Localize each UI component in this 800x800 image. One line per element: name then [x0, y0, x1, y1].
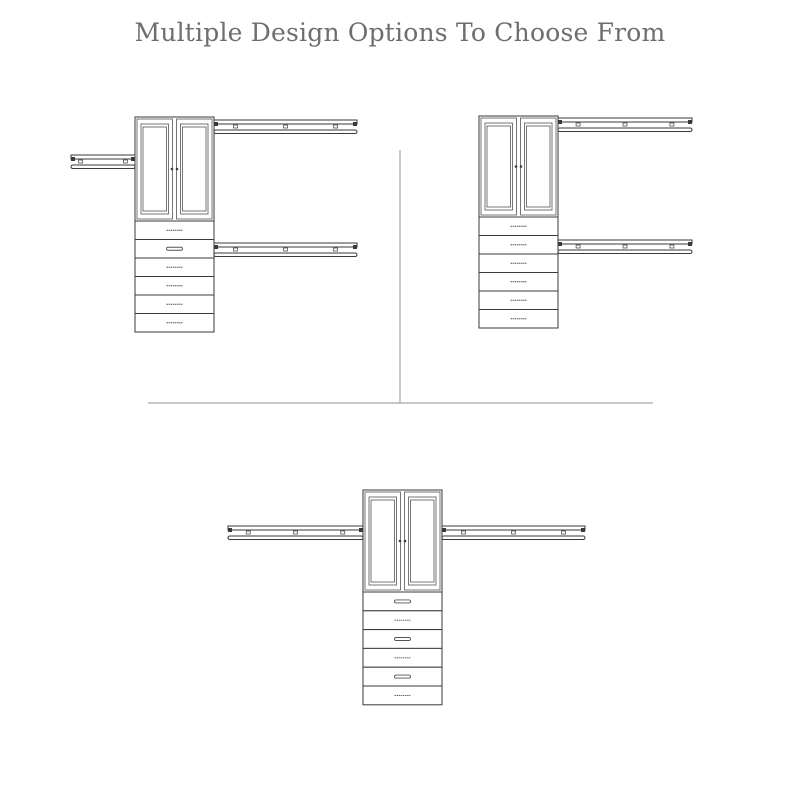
drawer: [479, 291, 558, 310]
knob-icon: [176, 168, 179, 171]
shelf-rod: [214, 243, 357, 257]
bracket-icon: [359, 528, 363, 532]
bracket-icon: [558, 120, 562, 124]
drawer: [135, 240, 214, 259]
shelf-rod: [558, 240, 692, 254]
bracket-icon: [71, 157, 75, 161]
bracket-icon: [131, 157, 135, 161]
shelf-rod: [71, 155, 135, 169]
shelf-rod: [442, 526, 585, 540]
drawer: [479, 254, 558, 273]
bracket-icon: [581, 528, 585, 532]
shelf-rod: [558, 118, 692, 132]
bracket-icon: [688, 242, 692, 246]
drawer: [135, 277, 214, 296]
knob-icon: [515, 165, 518, 168]
drawer: [479, 310, 558, 329]
bracket-icon: [558, 242, 562, 246]
drawer: [363, 686, 442, 705]
knob-icon: [404, 540, 407, 543]
drawer: [479, 217, 558, 236]
drawer: [363, 667, 442, 686]
bracket-icon: [353, 245, 357, 249]
shelf-rod: [228, 526, 363, 540]
bracket-icon: [214, 245, 218, 249]
page-title: Multiple Design Options To Choose From: [134, 18, 666, 47]
bracket-icon: [688, 120, 692, 124]
bracket-icon: [353, 122, 357, 126]
drawer: [135, 314, 214, 333]
knob-icon: [399, 540, 402, 543]
drawer: [135, 221, 214, 240]
design-option-3: [228, 490, 585, 705]
closet-tower: [363, 490, 442, 705]
bracket-icon: [442, 528, 446, 532]
bracket-icon: [228, 528, 232, 532]
closet-tower: [479, 116, 558, 328]
drawer: [479, 273, 558, 292]
bracket-icon: [214, 122, 218, 126]
drawer: [135, 258, 214, 277]
drawer: [363, 630, 442, 649]
knob-icon: [520, 165, 523, 168]
drawer: [363, 592, 442, 611]
drawer: [479, 236, 558, 255]
drawer: [363, 611, 442, 630]
drawer: [135, 295, 214, 314]
design-option-2: [479, 116, 692, 328]
closet-tower: [135, 117, 214, 332]
knob-icon: [171, 168, 174, 171]
drawer: [363, 648, 442, 667]
design-options: [71, 116, 692, 705]
shelf-rod: [214, 120, 357, 134]
design-option-1: [71, 117, 357, 332]
